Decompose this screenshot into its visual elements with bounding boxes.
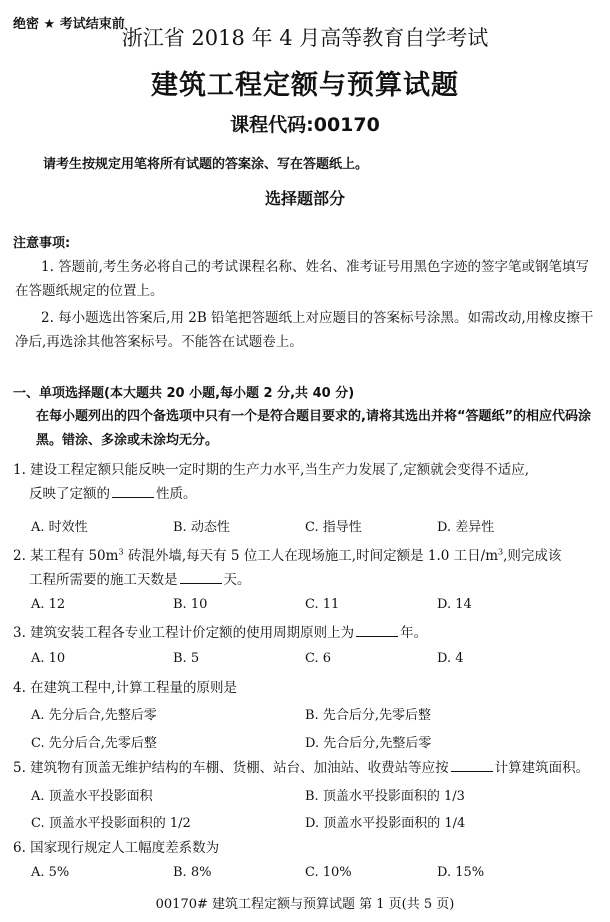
question-5: 5. 建筑物有顶盖无维护结构的车棚、货棚、站台、加油站、收费站等应按 计算建筑面积。 (13, 756, 589, 780)
exam-name: 浙江省 2018 年 4 月高等教育自学考试 (121, 26, 489, 50)
option-d: D. 先合后分,先整后零 (305, 736, 432, 751)
option-c: C. 11 (305, 597, 340, 612)
answer-blank (180, 569, 222, 584)
option-a: A. 5% (31, 865, 70, 880)
option-d: D. 4 (437, 651, 464, 666)
answer-blank (451, 757, 493, 772)
option-b: B. 8% (173, 865, 212, 880)
notes-heading: 注意事项: (13, 236, 71, 251)
option-a: A. 顶盖水平投影面积 (31, 789, 153, 804)
option-d: D. 14 (437, 597, 472, 612)
option-d: D. 差异性 (437, 520, 495, 535)
question-1-line1: 1. 建设工程定额只能反映一定时期的生产力水平,当生产力发展了,定额就会变得不适应, (13, 462, 530, 478)
answer-blank (112, 483, 154, 498)
option-c: C. 顶盖水平投影面积的 1/2 (31, 816, 191, 831)
question-2-line2: 工程所需要的施工天数是 天。 (13, 568, 603, 592)
course-code: 课程代码:00170 (230, 114, 380, 136)
option-c: C. 指导性 (305, 520, 362, 535)
question-2 (13, 540, 603, 592)
part-title: 选择题部分 (264, 189, 345, 208)
question-1-line2: 反映了定额的 性质。 (13, 482, 603, 506)
question-4: 4. 在建筑工程中,计算工程量的原则是 (13, 680, 237, 696)
answer-blank (356, 622, 398, 637)
section-heading: 一、单项选择题(本大题共 20 小题,每小题 2 分,共 40 分) (13, 386, 355, 401)
paper-title: 建筑工程定额与预算试题 (151, 70, 459, 101)
page-footer: 00170# 建筑工程定额与预算试题 第 1 页(共 5 页) (155, 897, 455, 912)
note-item: 1. 答题前,考生务必将自己的考试课程名称、姓名、准考证号用黑色字迹的签字笔或钢笔填写在答题纸规定的位置上。 (15, 259, 589, 299)
option-d: D. 15% (437, 865, 485, 880)
question-3: 3. 建筑安装工程各专业工程计价定额的使用周期原则上为 年。 (13, 621, 427, 645)
section-description: 在每小题列出的四个备选项中只有一个是符合题目要求的,请将其选出并将“答题纸”的相应代码涂黑。错涂、多涂或未涂均无分。 (36, 409, 592, 448)
option-c: C. 10% (305, 865, 352, 880)
question-2-line1: 2. 某工程有 $50m^3$ 砖混外墙,每天有 5 位工人在现场施工,时间定额是 1.0 工日$/m^3$,则完成该 (13, 547, 562, 564)
option-c: C. 先分后合,先零后整 (31, 736, 157, 751)
confidential-mark: 绝密 ★ 考试结束前 (13, 17, 125, 32)
option-b: B. 先合后分,先零后整 (305, 708, 431, 723)
note-item: 2. 每小题选出答案后,用 2B 铅笔把答题纸上对应题目的答案标号涂黑。如需改动,用橡皮擦干净后,再选涂其他答案标号。不能答在试题卷上。 (15, 310, 594, 350)
option-b: B. 10 (173, 597, 208, 612)
question-6: 6. 国家现行规定人工幅度差系数为 (13, 840, 220, 856)
option-a: A. 10 (31, 651, 66, 666)
option-a: A. 先分后合,先整后零 (31, 708, 157, 723)
option-c: C. 6 (305, 651, 332, 666)
answer-instruction: 请考生按规定用笔将所有试题的答案涂、写在答题纸上。 (43, 157, 369, 172)
option-b: B. 顶盖水平投影面积的 1/3 (305, 789, 465, 804)
option-b: B. 5 (173, 651, 200, 666)
question-1 (13, 458, 603, 506)
option-a: A. 时效性 (31, 520, 88, 535)
option-a: A. 12 (31, 597, 66, 612)
option-d: D. 顶盖水平投影面积的 1/4 (305, 816, 466, 831)
option-b: B. 动态性 (173, 520, 230, 535)
